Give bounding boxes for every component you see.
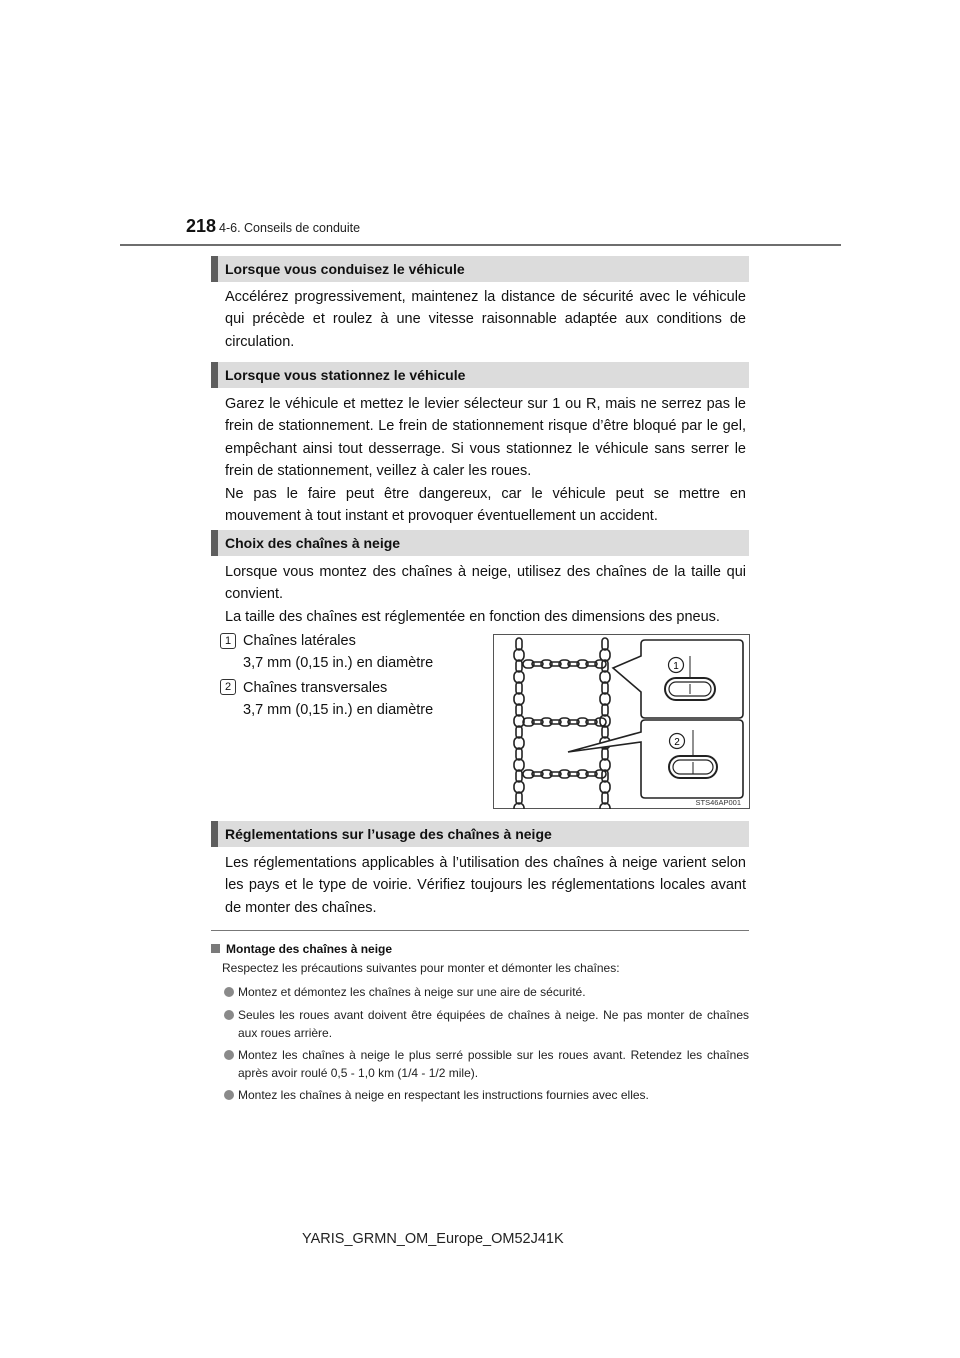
bullet-text: Montez les chaînes à neige en respectant les instructions fournies avec elles.: [238, 1088, 649, 1102]
callout-number: 1: [673, 661, 679, 672]
mounting-heading-text: Montage des chaînes à neige: [226, 942, 393, 956]
chain-item-size: 3,7 mm (0,15 in.) en diamètre: [243, 655, 434, 672]
bullet-text: Montez et démontez les chaînes à neige sur une aire de sécurité.: [238, 985, 586, 999]
bullet-text: Seules les roues avant doivent être équipées de chaînes à neige. Ne pas monter de chaînes aux roues arrière.: [238, 1008, 749, 1040]
item-number-badge: 2: [220, 679, 236, 695]
section-divider: [211, 930, 749, 931]
bullet-dot-icon: [224, 1010, 234, 1020]
bullet-dot-icon: [224, 987, 234, 997]
figure-code: STS46AP001: [695, 798, 741, 807]
regulations-paragraph: Les réglementations applicables à l’utilisation des chaînes à neige varient selon les pays et le type de voirie. Vérifiez toujours les réglementations locales avant de monter des chaînes.: [225, 855, 746, 916]
chapter-title: 4-6. Conseils de conduite: [219, 221, 361, 235]
regulations-text: [225, 852, 746, 919]
document-code: YARIS_GRMN_OM_Europe_OM52J41K: [302, 1231, 564, 1247]
chain-item-side: [243, 630, 433, 675]
chains-paragraph-2: La taille des chaînes est réglementée en fonction des dimensions des pneus.: [225, 608, 720, 625]
mounting-intro: Respectez les précautions suivantes pour monter et démonter les chaînes:: [222, 961, 620, 975]
parking-text: [225, 393, 746, 527]
square-bullet-icon: [211, 944, 220, 953]
callout-number: 2: [674, 737, 680, 748]
mounting-bullet: [222, 984, 749, 1002]
parking-paragraph-1: Garez le véhicule et mettez le levier sélecteur sur 1 ou R, mais ne serrez pas le frein de stationnement. Le frein de stationnement risque d’être bloqué par le gel, empêchant ainsi tout desserrage. Si vous stationnez le véhicule sans serrer le frein de stationnement, veillez à caler les roues.: [225, 396, 746, 480]
chains-paragraph-1: Lorsque vous montez des chaînes à neige, utilisez des chaînes de la taille qui convient.: [225, 564, 746, 603]
section-title-regulations: Réglementations sur l’usage des chaînes à neige: [211, 821, 749, 847]
mounting-heading: [211, 942, 392, 956]
page-number: 218: [186, 216, 217, 236]
mounting-bullet: [222, 1007, 749, 1042]
chains-text: [225, 561, 746, 628]
section-title-parking: Lorsque vous stationnez le véhicule: [211, 362, 749, 388]
bullet-dot-icon: [224, 1090, 234, 1100]
chain-diagram-svg: [493, 634, 750, 809]
header-divider: [120, 244, 841, 246]
mounting-bullet: [222, 1087, 749, 1105]
chain-item-cross: [243, 677, 433, 722]
driving-text: [225, 286, 746, 353]
section-title-chains: Choix des chaînes à neige: [211, 530, 749, 556]
bullet-text: Montez les chaînes à neige le plus serré possible sur les roues avant. Retendez les chaînes après avoir roulé 0,5 - 1,0 km (1/4 - 1/2 mile).: [238, 1048, 749, 1080]
chain-item-name: Chaînes latérales: [243, 633, 356, 649]
mounting-bullet: [222, 1047, 749, 1082]
section-title-driving: Lorsque vous conduisez le véhicule: [211, 256, 749, 282]
parking-paragraph-2: Ne pas le faire peut être dangereux, car le véhicule peut se mettre en mouvement à tout instant et provoquer éventuellement un accident.: [225, 485, 746, 525]
chain-item-size: 3,7 mm (0,15 in.) en diamètre: [243, 702, 434, 719]
item-number-badge: 1: [220, 633, 236, 649]
bullet-dot-icon: [224, 1050, 234, 1060]
snow-chain-illustration: [493, 634, 750, 809]
chain-item-name: Chaînes transversales: [243, 680, 388, 696]
driving-paragraph: Accélérez progressivement, maintenez la distance de sécurité avec le véhicule qui précède et roulez à une vitesse raisonnable adaptée aux conditions de circulation.: [225, 289, 746, 350]
